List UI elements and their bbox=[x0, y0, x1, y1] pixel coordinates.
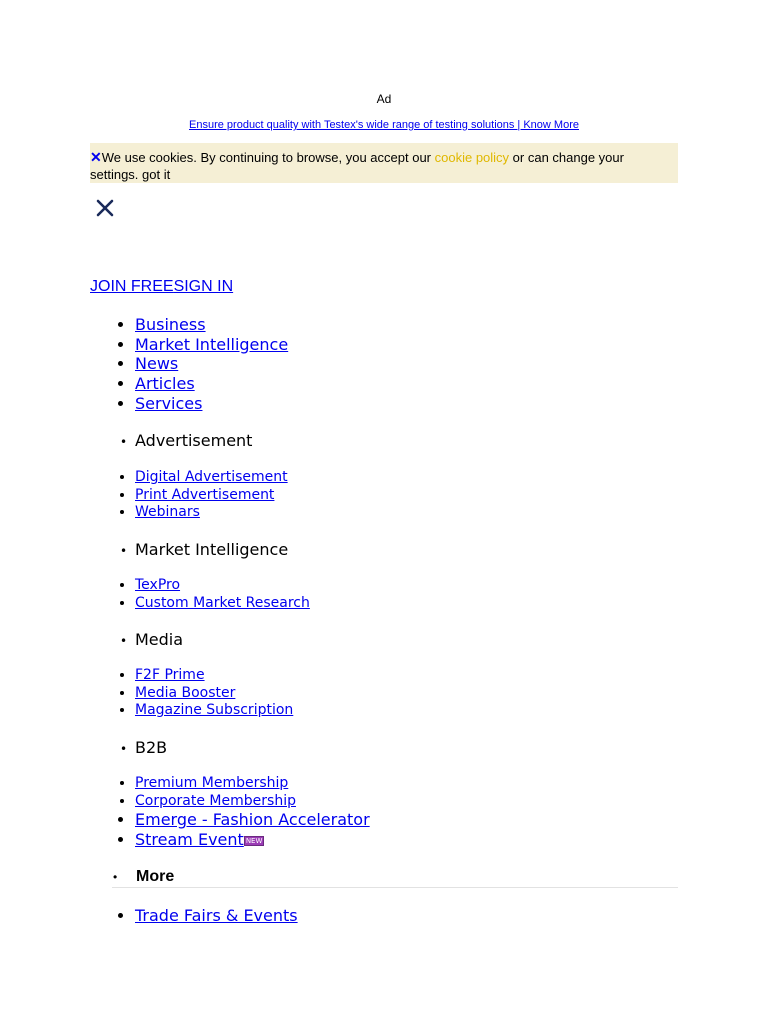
advertisement-list bbox=[90, 469, 288, 522]
digital-advertisement-link[interactable]: Digital Advertisement bbox=[135, 469, 288, 485]
emerge-fashion-accelerator-link[interactable]: Emerge - Fashion Accelerator bbox=[135, 810, 370, 829]
ad-label: Ad bbox=[376, 92, 392, 106]
list-item bbox=[135, 667, 293, 685]
main-nav-item bbox=[135, 315, 288, 335]
nav-articles-link[interactable]: Articles bbox=[135, 374, 195, 394]
list-item bbox=[135, 595, 310, 613]
b2b-list bbox=[90, 775, 370, 850]
section-heading-b2b: • B2B bbox=[120, 738, 168, 757]
magazine-subscription-link[interactable]: Magazine Subscription bbox=[135, 702, 294, 718]
ad-link[interactable]: Ensure product quality with Testex's wide range of testing solutions | Know More bbox=[189, 119, 579, 131]
corporate-membership-link[interactable]: Corporate Membership bbox=[135, 792, 296, 809]
section-title: Media bbox=[135, 630, 184, 649]
nav-news-link[interactable]: News bbox=[135, 354, 179, 374]
main-nav-item bbox=[135, 354, 288, 374]
main-nav-item bbox=[135, 335, 288, 355]
main-nav-item bbox=[135, 374, 288, 394]
list-item bbox=[135, 685, 293, 703]
section-heading-more[interactable]: • More bbox=[112, 868, 678, 888]
main-nav-item bbox=[135, 394, 288, 414]
join-free-link[interactable]: JOIN FREE bbox=[90, 278, 174, 295]
print-advertisement-link[interactable]: Print Advertisement bbox=[135, 486, 275, 503]
list-item bbox=[135, 504, 288, 522]
cookie-policy-link[interactable]: cookie policy bbox=[434, 150, 510, 165]
auth-links bbox=[90, 278, 233, 296]
cookie-banner bbox=[90, 143, 678, 183]
webinars-link[interactable]: Webinars bbox=[135, 504, 200, 520]
custom-market-research-link[interactable]: Custom Market Research bbox=[135, 594, 310, 611]
list-item bbox=[135, 775, 370, 793]
cookie-message bbox=[90, 149, 674, 183]
nav-business-link[interactable]: Business bbox=[135, 315, 206, 334]
section-title: B2B bbox=[135, 738, 168, 757]
list-item bbox=[135, 469, 288, 487]
media-booster-link[interactable]: Media Booster bbox=[135, 684, 236, 701]
section-title: Market Intelligence bbox=[135, 540, 289, 559]
cookie-text-before: We use cookies. By continuing to browse, you accept our bbox=[101, 150, 435, 165]
list-item bbox=[135, 487, 288, 505]
sign-in-link[interactable]: SIGN IN bbox=[173, 278, 234, 295]
section-heading-advertisement: • Advertisement bbox=[120, 431, 253, 450]
premium-membership-link[interactable]: Premium Membership bbox=[135, 775, 289, 791]
trade-fairs-events-link[interactable]: Trade Fairs & Events bbox=[135, 906, 298, 925]
ad-banner bbox=[0, 119, 768, 131]
section-heading-market-intelligence: • Market Intelligence bbox=[120, 540, 289, 559]
section-title: More bbox=[136, 868, 175, 885]
cookie-text-after: or can change your settings. got it bbox=[90, 150, 624, 182]
section-title: Advertisement bbox=[135, 431, 253, 450]
nav-market-intelligence-link[interactable]: Market Intelligence bbox=[135, 334, 289, 354]
list-item bbox=[135, 702, 293, 720]
list-item bbox=[135, 906, 298, 926]
cookie-close-icon[interactable]: ✕ bbox=[90, 149, 102, 165]
market-intelligence-list bbox=[90, 577, 310, 612]
media-list bbox=[90, 667, 293, 720]
f2f-prime-link[interactable]: F2F Prime bbox=[135, 667, 205, 683]
main-nav bbox=[90, 315, 288, 414]
list-item bbox=[135, 830, 370, 850]
section-heading-media: • Media bbox=[120, 630, 184, 649]
texpro-link[interactable]: TexPro bbox=[135, 577, 181, 593]
stream-event-link[interactable]: Stream Event bbox=[135, 830, 244, 849]
menu-close-icon[interactable] bbox=[92, 195, 118, 221]
list-item bbox=[135, 810, 370, 830]
list-item bbox=[135, 577, 310, 595]
nav-services-link[interactable]: Services bbox=[135, 393, 203, 413]
list-item bbox=[135, 793, 370, 811]
new-badge: NEW bbox=[245, 836, 263, 845]
more-list bbox=[90, 906, 298, 926]
